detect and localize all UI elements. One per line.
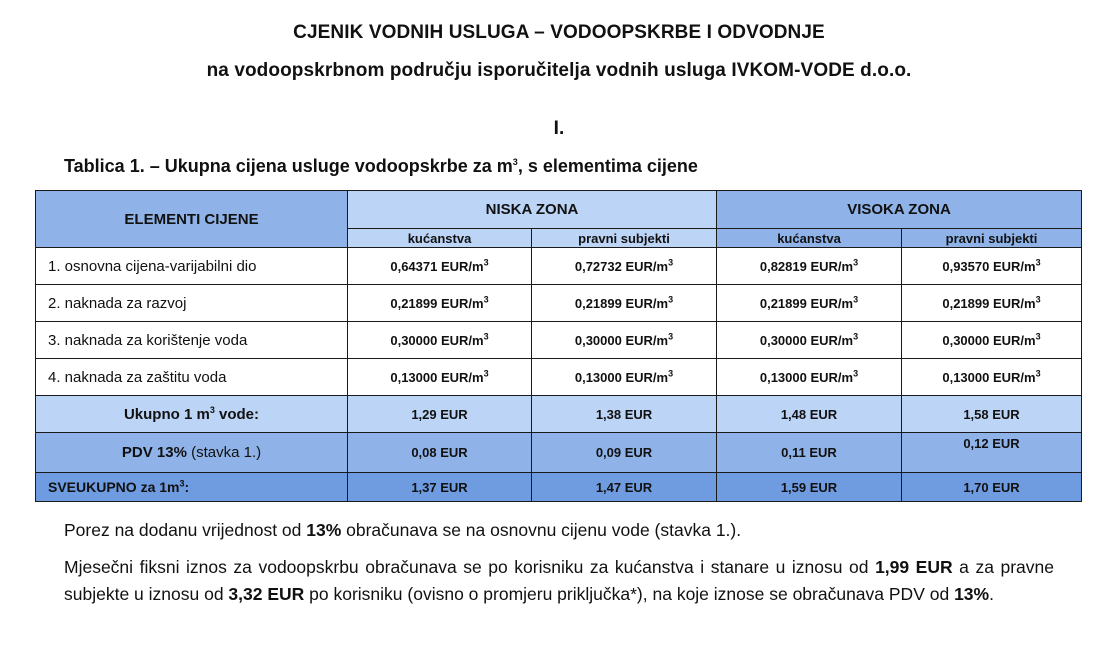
price-cell: 0,21899 EUR/$m^3$ [717, 285, 902, 322]
header-visoka-zona: VISOKA ZONA [717, 191, 1082, 229]
price-cell: 0,13000 EUR/$m^3$ [532, 359, 717, 396]
price-cell: 0,30000 EUR/$m^3$ [902, 322, 1082, 359]
sum-label: Ukupno 1 $m^3$ vode: [36, 396, 348, 433]
table-row [36, 322, 1082, 359]
price-cell: 0,82819 EUR/$m^3$ [717, 248, 902, 285]
vat-note: Porez na dodanu vrijednost od 13% obračunava se na osnovnu cijenu vode (stavka 1.). [64, 520, 742, 540]
price-table [35, 190, 1082, 502]
price-cell: 0,21899 EUR/$m^3$ [532, 285, 717, 322]
total-cell: 1,59 EUR [717, 473, 902, 502]
total-label: SVEUKUPNO za $1m^3$: [36, 473, 348, 502]
row-label: 4. naknada za zaštitu voda [36, 359, 348, 396]
table-row [36, 359, 1082, 396]
table-row [36, 285, 1082, 322]
pdv-cell: 0,08 EUR [348, 433, 532, 473]
subheader-legal: pravni subjekti [902, 229, 1082, 248]
sum-cell: 1,48 EUR [717, 396, 902, 433]
fixed-fee-note: Mjesečni fiksni iznos za vodoopskrbu obračunava se po korisniku za kućanstva i stanare u iznosu od 1,99 EUR a za pravne subjekte u iznosu od 3,32 EUR po korisniku (ovisno o promjeru priključka*), na koje iznose se obračunava PDV od 13%. [64, 557, 1055, 604]
pdv-cell: 0,11 EUR [717, 433, 902, 473]
header-niska-zona: NISKA ZONA [348, 191, 717, 229]
sum-row [36, 396, 1082, 433]
header-elements: ELEMENTI CIJENE [36, 191, 348, 248]
price-cell: 0,21899 EUR/$m^3$ [348, 285, 532, 322]
pdv-row [36, 433, 1082, 473]
price-cell: 0,30000 EUR/$m^3$ [532, 322, 717, 359]
price-cell: 0,21899 EUR/$m^3$ [902, 285, 1082, 322]
section-number: I. [553, 118, 565, 139]
price-cell: 0,13000 EUR/$m^3$ [348, 359, 532, 396]
document-title: CJENIK VODNIH USLUGA – VODOOPSKRBE I ODVODNJE [293, 22, 825, 43]
price-cell: 0,30000 EUR/$m^3$ [348, 322, 532, 359]
subheader-households: kućanstva [717, 229, 902, 248]
price-cell: 0,64371 EUR/$m^3$ [348, 248, 532, 285]
price-cell: 0,72732 EUR/$m^3$ [532, 248, 717, 285]
pdv-label: PDV 13% (stavka 1.) [36, 433, 348, 473]
total-cell: 1,70 EUR [902, 473, 1082, 502]
pdv-cell: 0,09 EUR [532, 433, 717, 473]
row-label: 2. naknada za razvoj [36, 285, 348, 322]
price-cell: 0,93570 EUR/$m^3$ [902, 248, 1082, 285]
price-cell: 0,13000 EUR/$m^3$ [902, 359, 1082, 396]
sum-cell: 1,29 EUR [348, 396, 532, 433]
table-row [36, 248, 1082, 285]
pdv-cell: 0,12 EUR [902, 433, 1082, 473]
total-cell: 1,47 EUR [532, 473, 717, 502]
row-label: 1. osnovna cijena-varijabilni dio [36, 248, 348, 285]
sum-cell: 1,38 EUR [532, 396, 717, 433]
total-cell: 1,37 EUR [348, 473, 532, 502]
subheader-legal: pravni subjekti [532, 229, 717, 248]
price-cell: 0,30000 EUR/$m^3$ [717, 322, 902, 359]
price-cell: 0,13000 EUR/$m^3$ [717, 359, 902, 396]
table-caption: Tablica 1. – Ukupna cijena usluge vodoopskrbe za $m^3$, s elementima cijene [64, 156, 698, 176]
subheader-households: kućanstva [348, 229, 532, 248]
row-label: 3. naknada za korištenje voda [36, 322, 348, 359]
total-row [36, 473, 1082, 502]
sum-cell: 1,58 EUR [902, 396, 1082, 433]
document-subtitle: na vodoopskrbnom području isporučitelja vodnih usluga IVKOM-VODE d.o.o. [206, 60, 912, 81]
